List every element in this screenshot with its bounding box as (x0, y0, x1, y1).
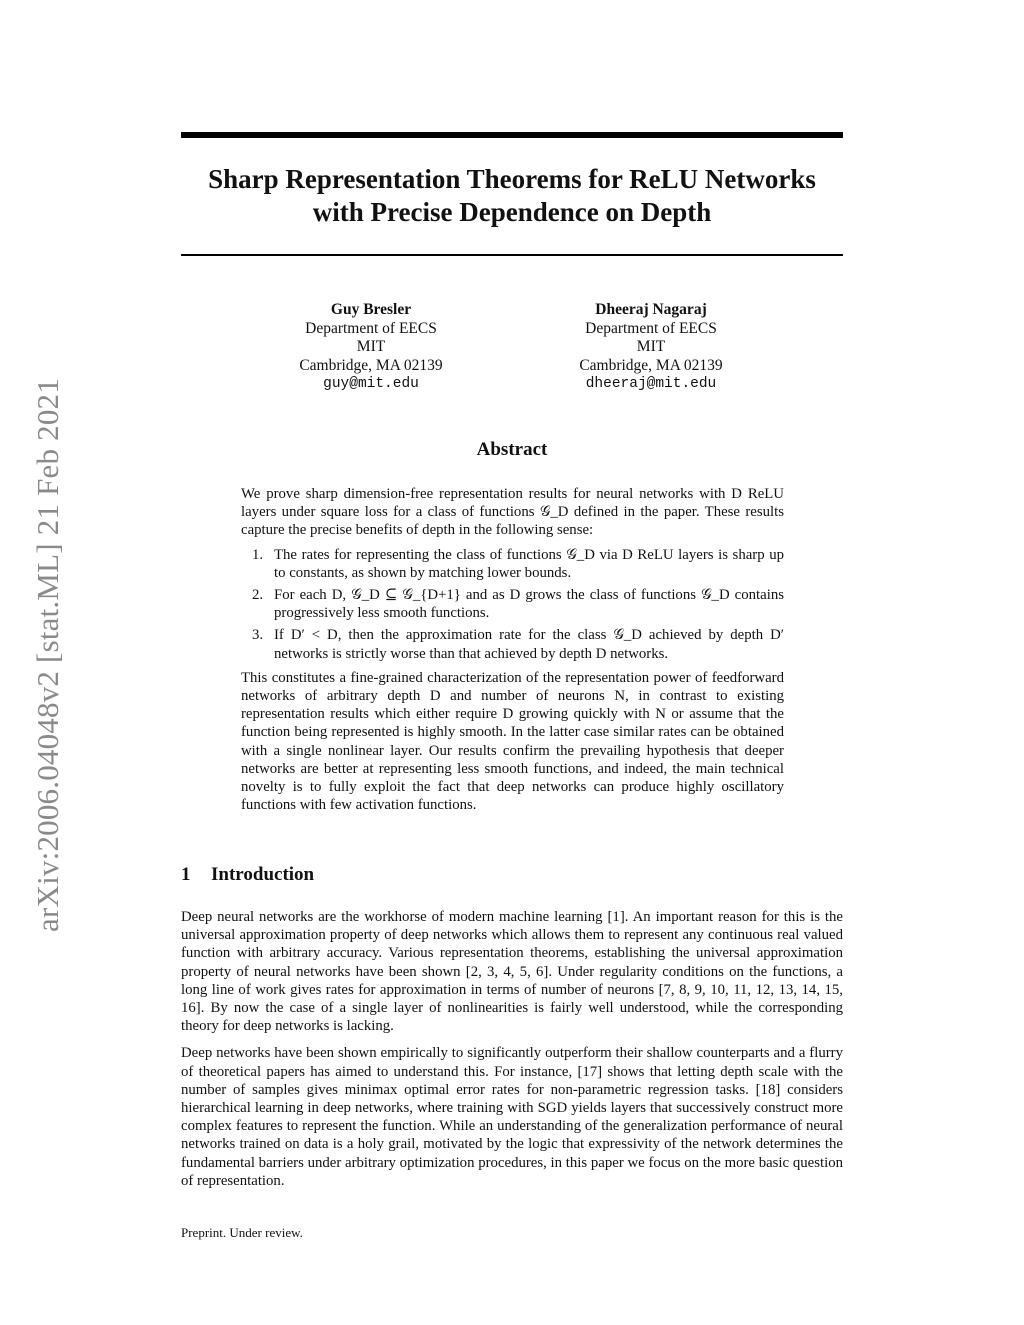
abstract-list (241, 546, 784, 663)
title-bottom-rule (181, 254, 843, 256)
author-address: Cambridge, MA 02139 (579, 356, 723, 374)
title-top-rule (181, 132, 843, 138)
list-item-number: 3. (252, 627, 264, 644)
author-institution: MIT (636, 338, 666, 355)
list-item-text: If D′ < D, then the approximation rate for the class 𝒢_D achieved by depth D′ networks is strictly worse than that achieved by depth D networks. (274, 627, 784, 662)
arxiv-identifier-text: arXiv:2006.04048v2 [stat.ML] 21 Feb 2021 (30, 378, 66, 932)
author-block-1 (241, 301, 501, 394)
author-department: Department of EECS (585, 319, 717, 337)
abstract-list-item (241, 586, 784, 622)
list-item-text: The rates for representing the class of functions 𝒢_D via D ReLU layers is sharp up to constants, as shown by matching lower bounds. (274, 546, 784, 581)
intro-paragraph-2: Deep networks have been shown empirically to significantly outperform their shallow counterparts and a flurry of theoretical papers has aimed to understand this. For instance, [17] shows that letting depth scale with the number of samples gives minimax optimal error rates for non-parametric regression tasks. [18] considers hierarchical learning in deep networks, where training with SGD yields layers that successively construct more complex features to represent the function. While an understanding of the generalization performance of neural networks trained on data is a holy grail, motivated by the logic that expressivity of the network determines the fundamental barriers under arbitrary optimization procedures, in this paper we focus on the more basic question of representation. (181, 1045, 843, 1189)
paper-title (181, 163, 843, 229)
arxiv-identifier-stamp (28, 350, 68, 960)
abstract-intro: We prove sharp dimension-free representation results for neural networks with D ReLU layers under square loss for a class of functions 𝒢_D defined in the paper. These results capture the precise benefits of depth in the following sense: (241, 486, 784, 539)
author-department: Department of EECS (305, 319, 437, 337)
section-title: Introduction (211, 864, 315, 885)
title-line-1: Sharp Representation Theorems for ReLU Networks (208, 164, 816, 194)
abstract-list-item (241, 626, 784, 662)
preprint-footer: Preprint. Under review. (181, 1225, 303, 1240)
author-name: Guy Bresler (330, 301, 412, 318)
section-number: 1 (181, 864, 191, 885)
abstract-body (241, 485, 784, 814)
author-email[interactable]: dheeraj@mit.edu (585, 376, 717, 392)
author-name: Dheeraj Nagaraj (595, 301, 707, 318)
intro-paragraph-1: Deep neural networks are the workhorse of modern machine learning [1]. An important reason for this is the universal approximation property of deep networks which allows them to represent any continuous real valued function with arbitrary accuracy. Various representation theorems, establishing the universal approximation property of neural networks have been shown [2, 3, 4, 5, 6]. Under regularity conditions on the functions, a long line of work gives rates for approximation in terms of number of neurons [7, 8, 9, 10, 11, 12, 13, 14, 15, 16]. By now the case of a single layer of nonlinearities is fairly well understood, while the corresponding theory for deep networks is lacking. (181, 909, 843, 1035)
abstract-closing: This constitutes a fine-grained characterization of the representation power of feedforward networks of arbitrary depth D and number of neurons N, in contrast to existing representation results which either require D growing quickly with N or assume that the function being represented is highly smooth. In the latter case similar rates can be obtained with a single nonlinear layer. Our results confirm the prevailing hypothesis that deeper networks are better at representing less smooth functions, and indeed, the main technical novelty is to fully exploit the fact that deep networks can produce highly oscillatory functions with few activation functions. (241, 669, 784, 814)
abstract-heading: Abstract (476, 439, 548, 460)
title-line-2: with Precise Dependence on Depth (312, 197, 712, 227)
list-item-text: For each D, 𝒢_D ⊆ 𝒢_{D+1} and as D grows the class of functions 𝒢_D contains progressively less smooth functions. (274, 587, 784, 622)
author-address: Cambridge, MA 02139 (299, 356, 443, 374)
section-heading-introduction (181, 864, 314, 886)
list-item-number: 1. (252, 546, 264, 563)
list-item-number: 2. (252, 587, 264, 604)
introduction-body (181, 908, 843, 1199)
abstract-list-item (241, 546, 784, 582)
author-institution: MIT (356, 338, 386, 355)
author-block-2 (521, 301, 781, 394)
author-email[interactable]: guy@mit.edu (323, 376, 419, 392)
